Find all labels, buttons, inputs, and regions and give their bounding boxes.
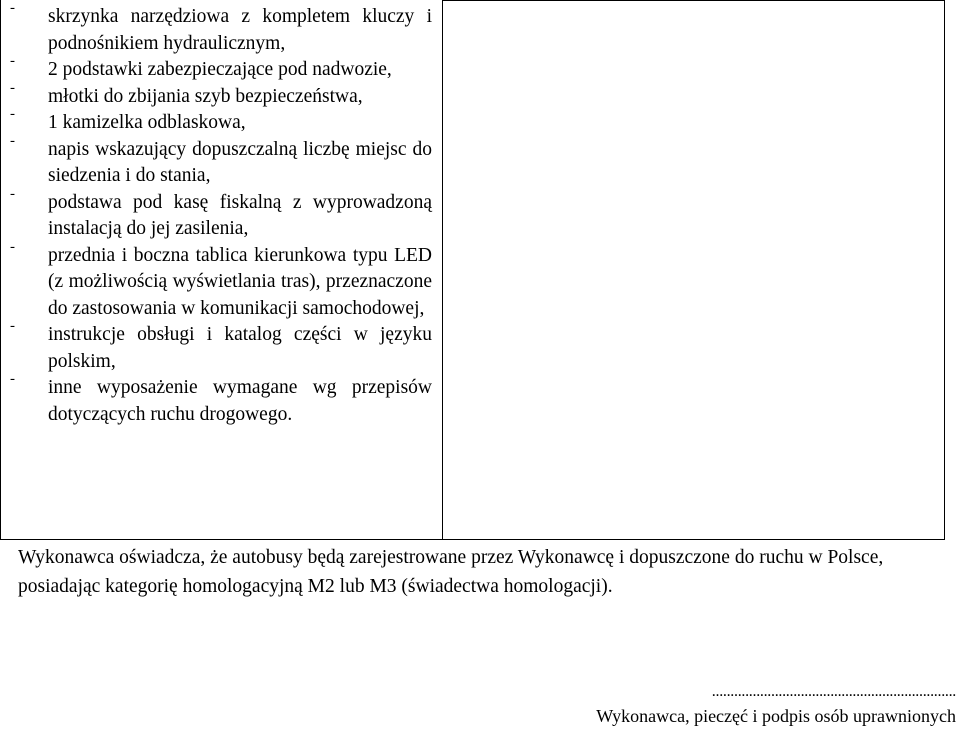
list-item	[0, 371, 442, 428]
bullet-dash: -	[10, 79, 15, 96]
list-item	[0, 79, 442, 111]
list-item	[0, 0, 442, 57]
list-item	[0, 238, 442, 323]
bullet-dash: -	[10, 238, 15, 255]
list-item-text: młotki do zbijania szyb bezpieczeństwa,	[48, 85, 363, 107]
contractor-statement: Wykonawca oświadcza, że autobusy będą zarejestrowane przez Wykonawcę i dopuszczone do ruchu w Polsce, posiadając kategorię homologacyjną M2 lub M3 (świadectwa homologacji).	[18, 547, 884, 597]
bullet-dash: -	[10, 0, 15, 16]
equipment-list	[0, 0, 442, 428]
bullet-dash: -	[10, 371, 15, 387]
list-item	[0, 185, 442, 243]
bullet-dash: -	[10, 132, 15, 149]
list-item	[0, 132, 442, 190]
list-item-text: inne wyposażenie wymagane wg przepisów dotyczących ruchu drogowego.	[48, 377, 432, 425]
list-item-text: skrzynka narzędziowa z kompletem kluczy i podnośnikiem hydraulicznym,	[48, 6, 432, 54]
list-item	[0, 106, 442, 137]
bullet-dash: -	[10, 106, 15, 122]
list-item-text: instrukcje obsługi i katalog części w języku polskim,	[48, 324, 432, 372]
list-item-text: napis wskazujący dopuszczalną liczbę miejsc do siedzenia i do stania,	[48, 138, 432, 186]
list-item-text: 2 podstawki zabezpieczające pod nadwozie,	[48, 59, 392, 80]
bullet-dash: -	[10, 318, 15, 334]
bullet-dash: -	[10, 53, 15, 69]
table-column-divider	[442, 0, 443, 540]
bullet-dash: -	[10, 185, 15, 202]
table-top-border	[442, 0, 945, 1]
list-item	[0, 53, 442, 84]
list-item-text: przednia i boczna tablica kierunkowa typu LED (z możliwością wyświetlania tras), przeznaczone do zastosowania w komunikacji samochodowej,	[48, 244, 432, 319]
list-item-text: podstawa pod kasę fiskalną z wyprowadzoną instalacją do jej zasilenia,	[48, 191, 432, 239]
signature-label: Wykonawca, pieczęć i podpis osób uprawnionych	[596, 706, 956, 726]
list-item	[0, 318, 442, 375]
list-item-text: 1 kamizelka odblaskowa,	[48, 112, 246, 133]
signature-dots: ..................................................................	[711, 683, 956, 700]
